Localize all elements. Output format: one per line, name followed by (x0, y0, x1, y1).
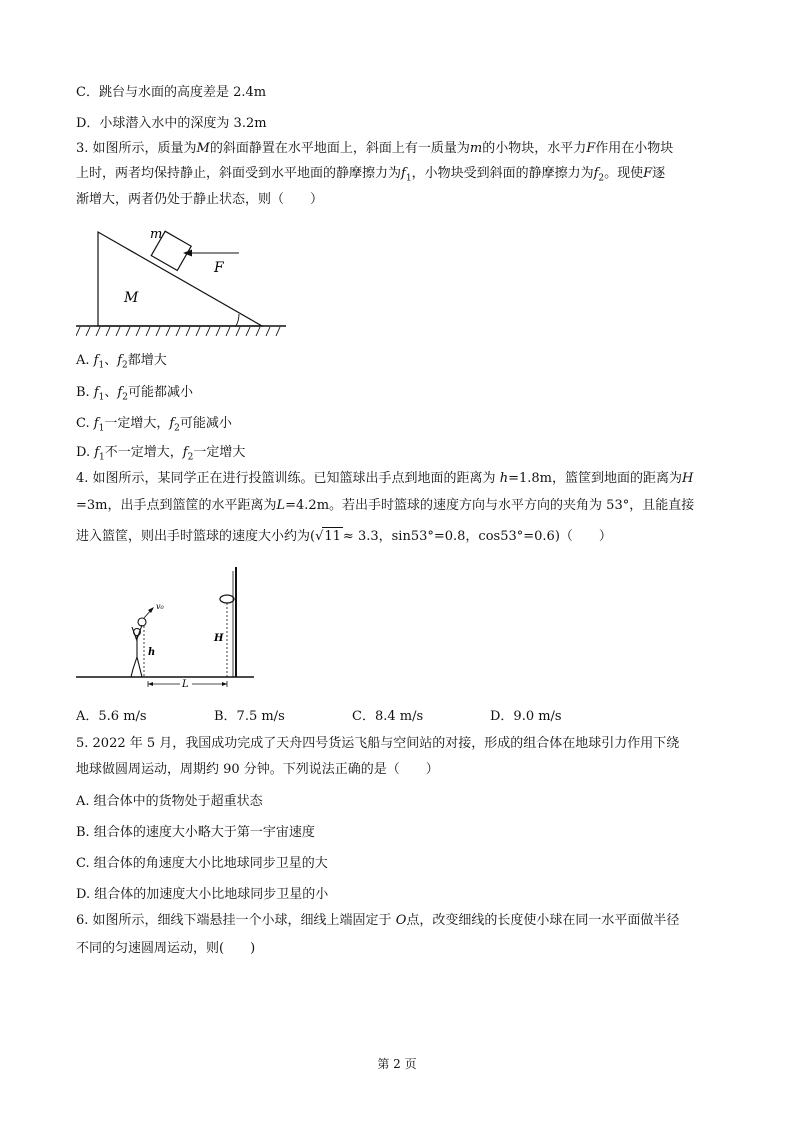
label-F: F (214, 260, 224, 276)
q4-line1: 4. 如图所示，某同学正在进行投篮训练。已知篮球出手点到地面的距离为 h=1.8m，篮筐到地面的距离为H (76, 471, 694, 486)
q3-line3: 渐增大，两者仍处于静止状态，则（ ） (76, 192, 324, 207)
angle-arc (236, 314, 239, 326)
q6-line1: 6. 如图所示，细线下端悬挂一个小球，细线上端固定于 O点，改变细线的长度使小球在同一水平面做半径 (76, 913, 680, 928)
q6-line2: 不同的匀速圆周运动，则( ) (76, 941, 256, 956)
q4-option-b: B．7.5 m/s (214, 709, 285, 724)
label-L: L (182, 679, 189, 690)
q5-line2: 地球做圆周运动，周期约 90 分钟。下列说法正确的是（ ） (76, 762, 439, 777)
q3-option-a: A. $f_1$、$f_2$都增大 (76, 353, 167, 371)
q4-option-a: A．5.6 m/s (76, 709, 147, 724)
basketball-figure (76, 565, 256, 693)
hoop-rim (220, 595, 234, 603)
page-number: 第 2 页 (377, 1057, 417, 1071)
option-d-prev: D．小球潜入水中的深度为 3.2m (76, 116, 267, 131)
option-c-prev: C．跳台与水面的高度差是 2.4m (76, 85, 267, 100)
ball (138, 618, 146, 626)
label-M: M (124, 290, 139, 306)
q3-option-c: C. $f_1$一定增大，$f_2$可能减小 (76, 416, 232, 434)
q3-option-d: D. $f_1$不一定增大，$f_2$一定增大 (76, 445, 246, 463)
label-v0: v₀ (156, 602, 164, 611)
q4-option-d: D．9.0 m/s (490, 709, 562, 724)
q5-option-b: B. 组合体的速度大小略大于第一宇宙速度 (76, 825, 315, 840)
q3-line1: 3. 如图所示，质量为M的斜面静置在水平地面上，斜面上有一质量为m的小物块，水平力F作用在小物块 (76, 141, 674, 156)
label-m: m (150, 227, 163, 242)
q4-option-c: C．8.4 m/s (352, 709, 424, 724)
q5-line1: 5. 2022 年 5 月，我国成功完成了天舟四号货运飞船与空间站的对接，形成的组合体在地球引力作用下绕 (76, 736, 680, 751)
incline-figure (76, 226, 288, 344)
q5-option-a: A. 组合体中的货物处于超重状态 (76, 794, 263, 809)
label-H: H (214, 633, 224, 644)
ground-hatching (76, 327, 280, 336)
q5-option-d: D. 组合体的加速度大小比地球同步卫星的小 (76, 887, 329, 902)
q5-option-c: C. 组合体的角速度大小比地球同步卫星的大 (76, 856, 328, 871)
q3-line2: 上时，两者均保持静止，斜面受到水平地面的静摩擦力为$f_1$，小物块受到斜面的静摩擦力为$f_2$。现使F逐 (76, 166, 666, 184)
q4-line2: =3m，出手点到篮筐的水平距离为L=4.2m。若出手时篮球的速度方向与水平方向的夹角为 53°，且能直接 (76, 498, 695, 513)
label-h: h (148, 647, 156, 658)
q3-option-b: B. $f_1$、$f_2$可能都减小 (76, 385, 193, 403)
q4-line3: 进入篮筐，则出手时篮球的速度大小约为(√11 ≈ 3.3，sin53°=0.8，cos53°=0.6)（ ） (76, 529, 612, 544)
